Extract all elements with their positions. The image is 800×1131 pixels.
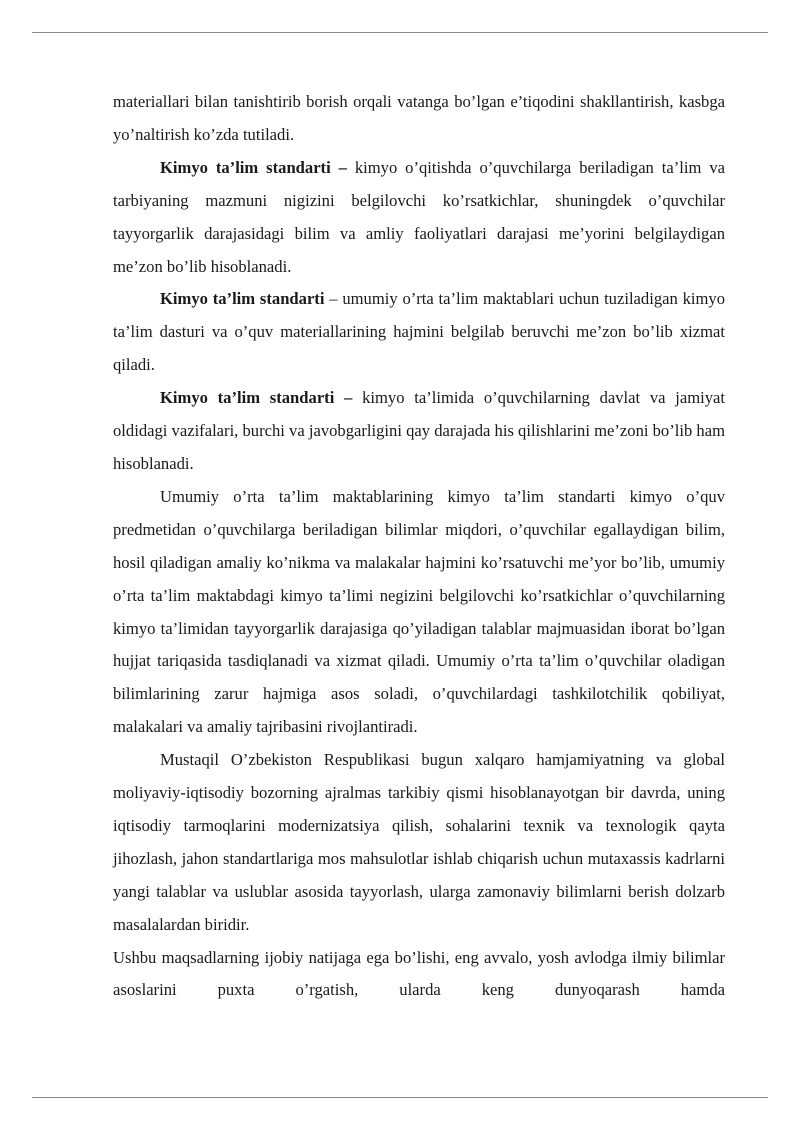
paragraph-standard-criterion <box>113 283 725 382</box>
paragraph-goals <box>113 942 725 1008</box>
paragraph-standard-responsibility <box>113 382 725 481</box>
paragraph-text: kimyo o’qitishda o’quvchilarga beriladigan ta’lim va tarbiyaning mazmuni nigizini belgilovchi ko’rsatkichlar, shuningdek o’quvchilar tayyorgarlik darajasidagi bilim va amliy faoliyatlari darajasi me’yorini belgilaydigan me’zon bo’lib hisoblanadi. <box>113 157 725 276</box>
paragraph-standard-definition <box>113 152 725 284</box>
term-kimyo-talim-standarti: Kimyo ta’lim standarti <box>160 289 325 309</box>
paragraph-text: – umumiy o’rta ta’lim maktablari uchun tuziladigan kimyo ta’lim dasturi va o’quv materiallarining hajmini belgilab beruvchi me’zon bo’lib xizmat qiladi. <box>113 289 725 375</box>
paragraph-text: materiallari bilan tanishtirib borish orqali vatanga bo’lgan e’tiqodini shakllantirish, kasbga yo’naltirish ko’zda tutiladi. <box>113 92 725 144</box>
paragraph-general-schools <box>113 481 725 744</box>
paragraph-continuation <box>113 86 725 152</box>
term-kimyo-talim-standarti: Kimyo ta’lim standarti – <box>160 157 347 177</box>
footer-rule <box>32 1097 768 1098</box>
paragraph-text: Ushbu maqsadlarning ijobiy natijaga ega bo’lishi, eng avvalo, yosh avlodga ilmiy bilimlar asoslarini puxta o’rgatish, ularda keng dunyoqarash hamda <box>113 947 725 1000</box>
paragraph-text: Mustaqil O’zbekiston Respublikasi bugun xalqaro hamjamiyatning va global moliyaviy-iqtisodiy bozorning ajralmas tarkibiy qismi hisoblanayotgan bir davrda, uning iqtisodiy tarmoqlarini modernizatsiya qilish, sohalarini texnik va texnologik qayta jihozlash, jahon standartlariga mos mahsulotlar ishlab chiqarish uchun mutaxassis kadrlarni yangi talablar va uslublar asosida tayyorlash, ularga zamonaviy bilimlarni berish dolzarb masalalardan biridir. <box>113 750 725 934</box>
header-rule <box>32 32 768 33</box>
paragraph-text: Umumiy o’rta ta’lim maktablarining kimyo ta’lim standarti kimyo o’quv predmetidan o’quvchilarga beriladigan bilimlar miqdori, o’quvchilar egallaydigan bilim, hosil qiladigan amaliy ko’nikma va malakalar hajmini ko’rsatuvchi me’yor bo’lib, umumiy o’rta ta’lim maktabdagi kimyo ta’limi negizini belgilovchi ko’rsatkichlar o’quvchilarning kimyo ta’limidan tayyorgarlik darajasiga qo’yiladigan talablar majmuasidan iborat bo’lgan hujjat tariqasida tasdiqlanadi va xizmat qiladi. Umumiy o’rta ta’lim o’quvchilar oladigan bilimlarining zarur hajmiga asos soladi, o’quvchilardagi tashkilotchilik qobiliyat, malakalari va amaliy tajribasini rivojlantiradi. <box>113 486 725 737</box>
paragraph-text: kimyo ta’limida o’quvchilarning davlat va jamiyat oldidagi vazifalari, burchi va javobgarligini qay darajada his qilishlarini me’zoni bo’lib ham hisoblanadi. <box>113 388 725 473</box>
paragraph-uzbekistan <box>113 744 725 941</box>
term-kimyo-talim-standarti: Kimyo ta’lim standarti – <box>160 388 353 408</box>
document-body <box>113 86 725 1007</box>
